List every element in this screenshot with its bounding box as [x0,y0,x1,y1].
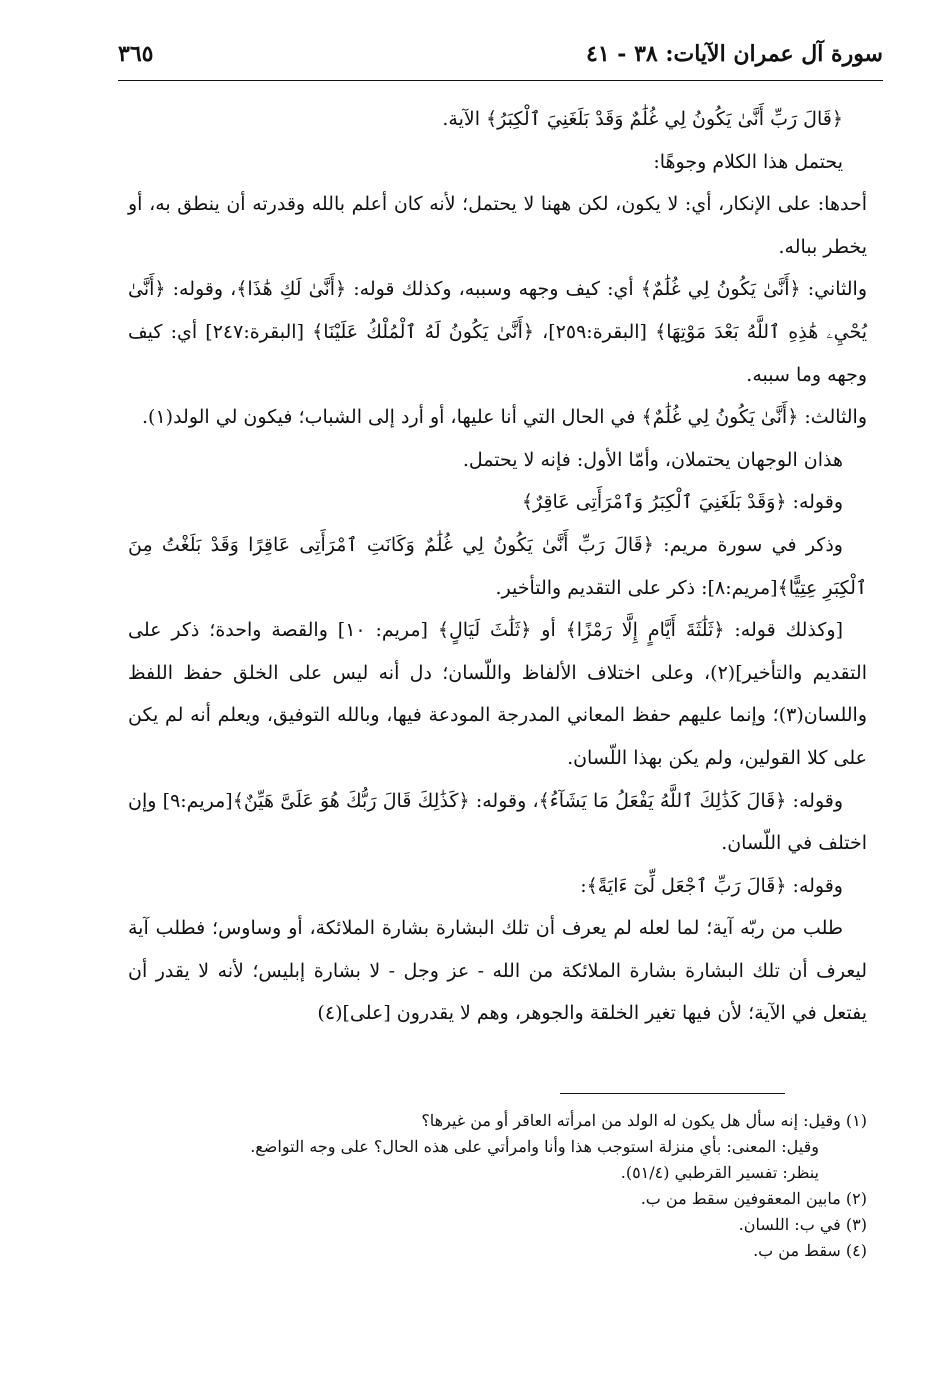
footnote-divider [560,1093,785,1094]
paragraph: والثالث: ﴿أَنَّىٰ يَكُونُ لِي غُلَٰمٌ﴾ في الحال التي أنا عليها، أو أرد إلى الشباب؛ فيكون لي الولد(١). [141,406,867,429]
footnote: (٤) سقط من ب. [753,1241,867,1260]
paragraph: وقوله: ﴿وَقَدْ بَلَغَنِيَ ٱلْكِبَرُ وَٱمْرَأَتِى عَاقِرٌ﴾ [521,491,843,514]
paragraph: وذكر في سورة مريم: ﴿قَالَ رَبِّ أَنَّىٰ يَكُونُ لِي غُلَٰمٌ وَكَانَتِ ٱمْرَأَتِى عَاقِرًا وَقَدْ بَلَغْتُ مِنَ ٱلْكِبَرِ عِتِيًّا﴾[مريم:٨]: ذكر على التقديم والتأخير. [128,533,867,599]
paragraph: أحدها: على الإنكار، أي: لا يكون، لكن ههنا لا يحتمل؛ لأنه كان أعلم بالله وقدرته أن ينطق به، أو يخطر بباله. [128,193,867,258]
paragraph: [وكذلك قوله: ﴿ثَلَٰثَةَ أَيَّامٍ إِلَّا رَمْزًا﴾ أو ﴿ثَلَٰثَ لَيَالٍ﴾ [مريم: ١٠] والقصة واحدة؛ ذكر على التقديم والتأخير](٢)، وعلى اختلاف الألفاظ واللّسان؛ دل أنه ليس على الخلق حفظ اللفظ واللسان(٣)؛ وإنما عليهم حفظ المعاني المدرجة المودعة فيها، وبالله التوفيق، ويعلم أنه لم يكن على كلا القولين، ولم يكن بهذا اللّسان. [128,619,867,769]
footnote-continuation: وقيل: المعنى: بأي منزلة استوجب هذا وأنا وامرأتي على هذه الحال؟ على وجه التواضع. [250,1137,819,1156]
footnote: (١) وقيل: إنه سأل هل يكون له الولد من امرأته العاقر أو من غيرها؟ [421,1111,867,1130]
footnote: (٢) مابين المعقوفين سقط من ب. [640,1189,867,1208]
footnote: (٣) في ب: اللسان. [738,1215,867,1234]
paragraph: وقوله: ﴿قَالَ رَبِّ ٱجْعَل لِّىٓ ءَايَةً﴾: [580,874,843,897]
header-divider [118,80,883,81]
main-text [128,98,867,1035]
paragraph: طلب من ربّه آية؛ لما لعله لم يعرف أن تلك البشارة بشارة الملائكة، أو وساوس؛ فطلب آية ليعرف أن تلك البشارة بشارة الملائكة من الله - عز وجل - لا بشارة إبليس؛ لأنه لا يقدر أن يفتعل في الآية؛ لأن فيها تغير الخلقة والجوهر، وهم لا يقدرون [على](٤) [128,917,867,1025]
paragraph: يحتمل هذا الكلام وجوهًا: [653,150,843,173]
footnotes [128,1108,867,1264]
page-header [118,34,883,74]
paragraph: وقوله: ﴿قَالَ كَذَٰلِكَ ٱللَّهُ يَفْعَلُ مَا يَشَآءُ﴾، وقوله: ﴿كَذَٰلِكَ قَالَ رَبُّكَ هُوَ عَلَىَّ هَيِّنٌ﴾[مريم:٩] وإن اختلف في اللّسان. [128,789,867,855]
running-title: سورة آل عمران الآيات: ٣٨ - ٤١ [586,41,883,67]
footnote-continuation: ينظر: تفسير القرطبي (٥١/٤). [620,1163,819,1182]
paragraph: ﴿قَالَ رَبِّ أَنَّىٰ يَكُونُ لِي غُلَٰمٌ وَقَدْ بَلَغَنِيَ ٱلْكِبَرُ﴾ الآية. [442,108,843,130]
paragraph: هذان الوجهان يحتملان، وأمّا الأول: فإنه لا يحتمل. [462,448,843,471]
paragraph: والثاني: ﴿أَنَّىٰ يَكُونُ لِي غُلَٰمٌ﴾ أي: كيف وجهه وسببه، وكذلك قوله: ﴿أَنَّىٰ لَكِ هَٰذَا﴾، وقوله: ﴿أَنَّىٰ يُحْيِۦ هَٰذِهِ ٱللَّهُ بَعْدَ مَوْتِهَا﴾ [البقرة:٢٥٩]، ﴿أَنَّىٰ يَكُونُ لَهُ ٱلْمُلْكُ عَلَيْنَا﴾ [البقرة:٢٤٧] أي: كيف وجهه وما سببه. [128,278,868,386]
page-number: ٣٦٥ [118,41,154,67]
